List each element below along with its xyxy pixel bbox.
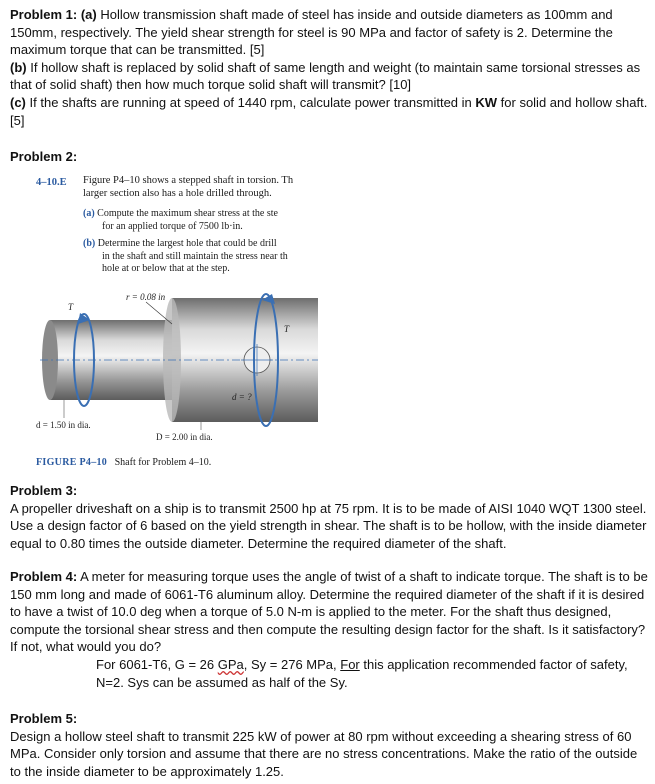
stem-line-2: larger section also has a hole drilled through. <box>83 188 272 199</box>
figure-caption <box>36 454 211 472</box>
problem-5-heading: Problem 5: <box>10 711 78 726</box>
part-c-text-2: for solid and hollow shaft. [5] <box>10 94 648 128</box>
problem-1-part-b <box>10 59 650 94</box>
part-c-label: (c) <box>10 94 26 110</box>
problem-1-part-a <box>10 6 650 59</box>
note-part-2: , Sy = 276 MPa, <box>243 656 341 672</box>
small-diameter-label: d = 1.50 in dia. <box>36 420 91 430</box>
problem-2-heading: Problem 2: <box>10 149 78 164</box>
part-a-label: (a) <box>80 7 97 22</box>
textbook-part-b <box>83 238 288 276</box>
textbook-part-a <box>83 208 278 233</box>
large-diameter-label: D = 2.00 in dia. <box>156 432 213 442</box>
problem-4-text: A meter for measuring torque uses the angle of twist of a shaft to indicate torque. The shaft is to be 150 mm long and made of 6061-T6 aluminum alloy. Determine the required diameter of the shaft if it is desired to have a twist of 10.0 deg when a torque of 5.0 N-m is applied to the meter. For the shaft thus designed, compute the torsional shear stress and then compute the resulting design factor for the shaft. Is it satisfactory? If not, what would you do? <box>10 569 648 655</box>
textbook-part-a-line-2: for an applied torque of 7500 lb·in. <box>102 220 243 232</box>
textbook-stem <box>83 174 293 200</box>
right-torque-label: T <box>284 324 290 334</box>
fillet-label: r = 0.08 in <box>126 292 166 302</box>
textbook-part-b-label: (b) <box>83 238 96 249</box>
part-c-unit: KW <box>475 94 498 110</box>
part-a-text: Hollow transmission shaft made of steel has inside and outside diameters as 100mm and 150mm, respectively. The yield shear strength for steel is 90 MPa and factor of safety is 2. Determine the maximum torque that can be transmitted. [5] <box>10 7 613 58</box>
note-gpa: GPa <box>217 656 244 672</box>
problem-1-heading: Problem 1: <box>10 7 78 22</box>
part-b-text: If hollow shaft is replaced by solid shaft of same length and weight (to maintain same torsional stresses as that of solid shaft) then how much torque solid shaft will transmit? [10] <box>10 59 641 93</box>
problem-1-part-c <box>10 94 650 129</box>
figure-caption-text: Shaft for Problem 4–10. <box>114 457 212 468</box>
problem-5 <box>10 710 650 780</box>
problem-1 <box>10 6 650 129</box>
problem-4-note <box>10 656 650 674</box>
part-c-text-1: If the shafts are running at speed of 1440 rpm, calculate power transmitted in <box>29 94 476 110</box>
note-part-1: For 6061-T6, G = 26 <box>96 656 218 672</box>
problem-4-heading: Problem 4: <box>10 569 78 584</box>
note-for: For <box>340 656 360 672</box>
problem-3 <box>10 482 650 552</box>
problem-5-text: Design a hollow steel shaft to transmit 225 kW of power at 80 rpm without exceeding a shearing stress of 60 MPa. Consider only torsion and assume that there are no stress concentrations. Make the ratio of the outside to the inside diameter to be approximately 1.25. <box>10 728 638 779</box>
problem-3-heading: Problem 3: <box>10 483 78 498</box>
textbook-part-b-line-1: Determine the largest hole that could be drill <box>97 238 277 249</box>
hole-diameter-label: d = ? <box>232 392 252 402</box>
stem-line-1: Figure P4–10 shows a stepped shaft in torsion. Th <box>83 175 294 186</box>
left-torque-label: T <box>68 302 74 312</box>
textbook-part-a-label: (a) <box>83 208 95 219</box>
textbook-part-b-line-2: in the shaft and still maintain the stress near th <box>102 250 288 262</box>
part-b-label: (b) <box>10 59 27 75</box>
textbook-excerpt <box>36 174 318 474</box>
problem-4-note-line-2: N=2. Sys can be assumed as half of the Sy. <box>96 674 348 690</box>
note-part-3: this application recommended factor of safety, <box>359 656 628 672</box>
textbook-part-a-line-1: Compute the maximum shear stress at the ste <box>97 208 278 219</box>
problem-4 <box>10 568 650 691</box>
figure-label: FIGURE P4–10 <box>36 457 108 468</box>
textbook-problem-number: 4–10.E <box>36 177 67 188</box>
problem-3-text: A propeller driveshaft on a ship is to transmit 2500 hp at 75 rpm. It is to be made of AISI 1040 WQT 1300 steel. Use a design factor of 6 based on the yield strength in shear. The shaft is to be hollow, with the inside diameter equal to 0.80 times the outside diameter. Determine the required diameter of the shaft. <box>10 500 647 551</box>
textbook-part-b-line-3: hole at or below that at the step. <box>102 263 230 274</box>
